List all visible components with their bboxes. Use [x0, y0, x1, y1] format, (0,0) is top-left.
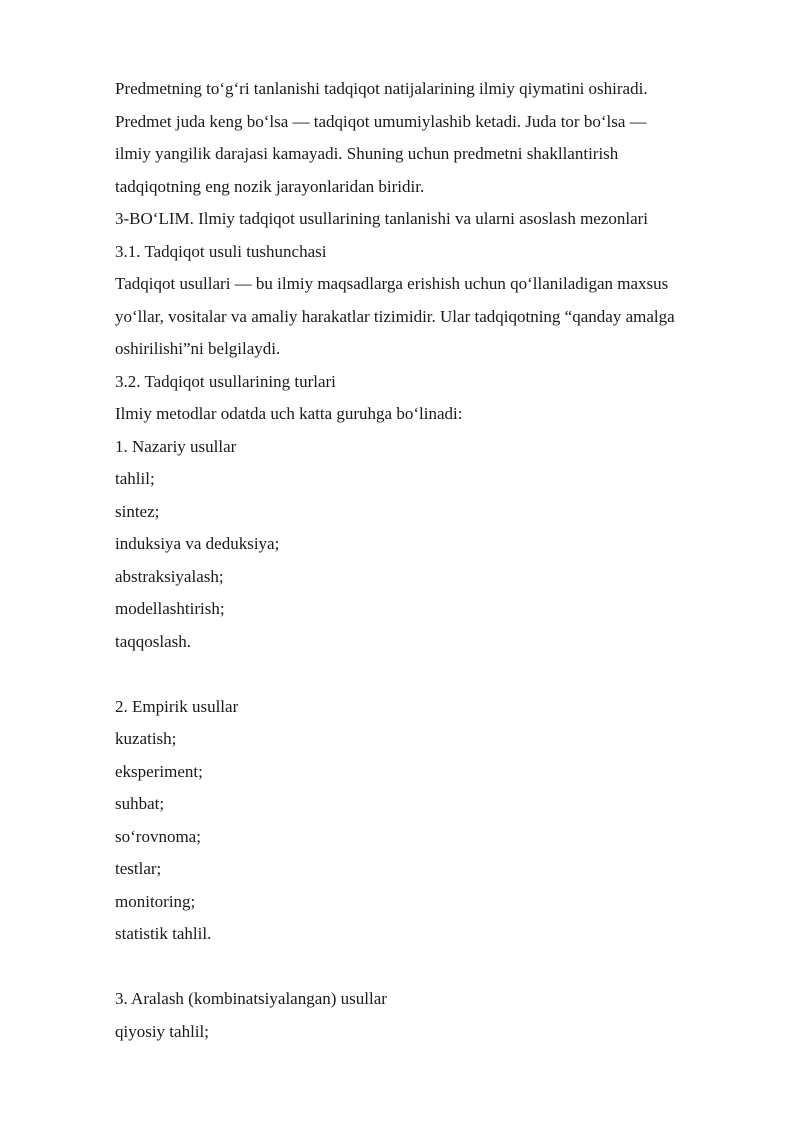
paragraph-line: yo‘llar, vositalar va amaliy harakatlar tizimidir. Ular tadqiqotning “qanday amalga — [115, 306, 675, 326]
list-item: modellashtirish; — [115, 599, 225, 618]
list-item: taqqoslash. — [115, 631, 192, 651]
list-item: tahlil; — [115, 469, 155, 488]
document-body — [115, 73, 745, 1048]
paragraph-line: Tadqiqot usullari — bu ilmiy maqsadlarga erishish uchun qo‘llaniladigan maxsus — [115, 274, 669, 293]
subsection-heading: 3.2. Tadqiqot usullarining turlari — [115, 371, 336, 391]
list-item: sintez; — [115, 501, 160, 521]
blank-line — [115, 658, 745, 691]
list-item: abstraksiyalash; — [115, 566, 224, 586]
paragraph-line: tadqiqotning eng nozik jarayonlaridan biridir. — [115, 176, 425, 196]
list-item: statistik tahlil. — [115, 924, 212, 943]
list-item: induksiya va deduksiya; — [115, 534, 280, 553]
paragraph-line: oshirilishi”ni belgilaydi. — [115, 339, 281, 358]
list-item: kuzatish; — [115, 729, 177, 748]
paragraph-line: Ilmiy metodlar odatda uch katta guruhga bo‘linadi: — [115, 404, 463, 423]
list-item: so‘rovnoma; — [115, 826, 201, 846]
paragraph-line: ilmiy yangilik darajasi kamayadi. Shuning uchun predmetni shakllantirish — [115, 144, 619, 163]
list-item: monitoring; — [115, 891, 196, 911]
list-item: qiyosiy tahlil; — [115, 1021, 209, 1041]
section-heading: 3-BO‘LIM. Ilmiy tadqiqot usullarining tanlanishi va ularni asoslash mezonlari — [115, 209, 649, 228]
blank-line — [115, 951, 745, 984]
group-title: 1. Nazariy usullar — [115, 436, 237, 456]
list-item: eksperiment; — [115, 761, 203, 781]
list-item: testlar; — [115, 859, 162, 878]
group-title: 3. Aralash (kombinatsiyalangan) usullar — [115, 989, 387, 1008]
list-item: suhbat; — [115, 794, 165, 813]
subsection-heading: 3.1. Tadqiqot usuli tushunchasi — [115, 241, 327, 261]
paragraph-line: Predmet juda keng bo‘lsa — tadqiqot umumiylashib ketadi. Juda tor bo‘lsa — — [115, 111, 647, 131]
paragraph-line: Predmetning to‘g‘ri tanlanishi tadqiqot natijalarining ilmiy qiymatini oshiradi. — [115, 79, 648, 98]
group-title: 2. Empirik usullar — [115, 696, 239, 716]
